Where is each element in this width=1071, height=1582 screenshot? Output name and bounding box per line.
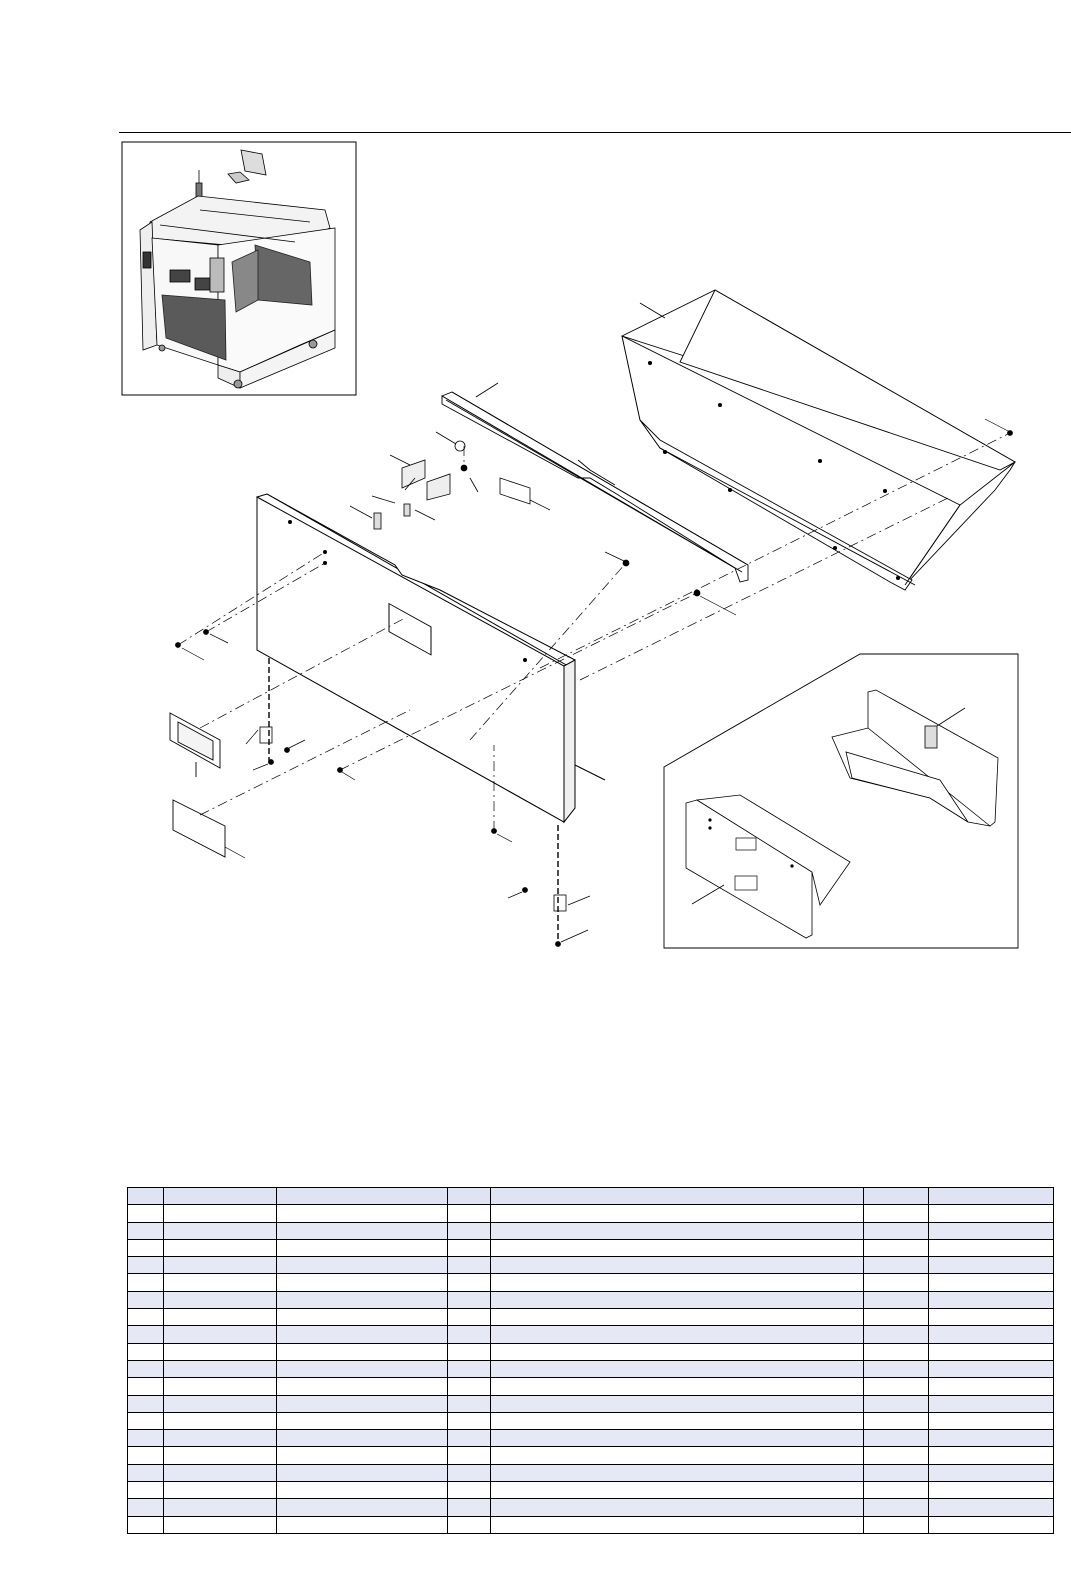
table-row — [128, 1412, 1054, 1429]
table-cell — [277, 1447, 448, 1464]
table-cell — [277, 1430, 448, 1447]
table-header-row — [128, 1188, 1054, 1205]
assembled-detail-view — [664, 654, 1018, 948]
table-cell — [128, 1257, 164, 1274]
table-cell — [929, 1482, 1054, 1499]
rear-trough-cover — [622, 290, 1015, 590]
table-cell — [277, 1309, 448, 1326]
table-cell — [448, 1274, 491, 1291]
table-cell — [448, 1430, 491, 1447]
table-cell — [929, 1464, 1054, 1481]
table-cell — [277, 1257, 448, 1274]
col-qty-header — [448, 1188, 491, 1205]
table-cell — [164, 1222, 277, 1239]
table-cell — [448, 1395, 491, 1412]
table-cell — [864, 1274, 929, 1291]
table-cell — [929, 1412, 1054, 1429]
table-cell — [448, 1239, 491, 1256]
table-cell — [448, 1343, 491, 1360]
table-cell — [491, 1326, 864, 1343]
table-cell — [277, 1343, 448, 1360]
table-cell — [448, 1309, 491, 1326]
table-cell — [448, 1205, 491, 1222]
label-plate — [173, 800, 225, 857]
table-cell — [448, 1326, 491, 1343]
table-cell — [491, 1395, 864, 1412]
table-cell — [164, 1309, 277, 1326]
table-cell — [277, 1274, 448, 1291]
table-cell — [277, 1222, 448, 1239]
table-cell — [929, 1291, 1054, 1308]
table-cell — [128, 1482, 164, 1499]
table-cell — [128, 1395, 164, 1412]
table-cell — [128, 1360, 164, 1377]
table-cell — [128, 1309, 164, 1326]
table-row — [128, 1482, 1054, 1499]
table-cell — [277, 1326, 448, 1343]
col-part-name-header — [277, 1188, 448, 1205]
table-cell — [448, 1482, 491, 1499]
table-cell — [864, 1309, 929, 1326]
table-cell — [491, 1239, 864, 1256]
table-cell — [491, 1291, 864, 1308]
table-cell — [164, 1464, 277, 1481]
table-cell — [448, 1447, 491, 1464]
table-cell — [448, 1291, 491, 1308]
table-cell — [128, 1205, 164, 1222]
table-row — [128, 1516, 1054, 1533]
table-cell — [448, 1378, 491, 1395]
table-cell — [929, 1395, 1054, 1412]
table-cell — [864, 1499, 929, 1516]
col-no-header — [128, 1188, 164, 1205]
table-row — [128, 1291, 1054, 1308]
table-cell — [448, 1222, 491, 1239]
table-cell — [864, 1447, 929, 1464]
table-cell — [128, 1274, 164, 1291]
table-cell — [448, 1516, 491, 1533]
col-unit-header — [864, 1188, 929, 1205]
table-cell — [128, 1516, 164, 1533]
table-cell — [491, 1447, 864, 1464]
table-cell — [864, 1430, 929, 1447]
table-cell — [864, 1239, 929, 1256]
col-part-number-header — [164, 1188, 277, 1205]
table-cell — [929, 1430, 1054, 1447]
col-description-header — [491, 1188, 864, 1205]
table-row — [128, 1205, 1054, 1222]
table-cell — [164, 1257, 277, 1274]
table-cell — [164, 1447, 277, 1464]
table-cell — [277, 1482, 448, 1499]
table-cell — [164, 1239, 277, 1256]
table-cell — [491, 1309, 864, 1326]
table-cell — [491, 1430, 864, 1447]
table-cell — [491, 1205, 864, 1222]
table-row — [128, 1274, 1054, 1291]
table-row — [128, 1499, 1054, 1516]
table-cell — [277, 1360, 448, 1377]
table-cell — [491, 1257, 864, 1274]
table-cell — [128, 1343, 164, 1360]
table-cell — [277, 1516, 448, 1533]
table-cell — [164, 1360, 277, 1377]
table-cell — [277, 1395, 448, 1412]
table-cell — [128, 1222, 164, 1239]
table-cell — [864, 1378, 929, 1395]
table-cell — [491, 1378, 864, 1395]
table-cell — [164, 1378, 277, 1395]
table-cell — [929, 1222, 1054, 1239]
table-cell — [128, 1447, 164, 1464]
table-cell — [491, 1274, 864, 1291]
table-cell — [491, 1482, 864, 1499]
table-cell — [164, 1291, 277, 1308]
table-cell — [929, 1447, 1054, 1464]
table-cell — [128, 1378, 164, 1395]
table-cell — [864, 1257, 929, 1274]
table-row — [128, 1343, 1054, 1360]
table-cell — [164, 1395, 277, 1412]
table-cell — [864, 1516, 929, 1533]
parts-table-body — [128, 1205, 1054, 1534]
table-cell — [929, 1239, 1054, 1256]
rail-label-plate — [500, 478, 530, 504]
table-cell — [277, 1464, 448, 1481]
table-cell — [128, 1239, 164, 1256]
table-cell — [277, 1239, 448, 1256]
table-cell — [277, 1291, 448, 1308]
table-cell — [864, 1395, 929, 1412]
table-cell — [164, 1516, 277, 1533]
table-cell — [448, 1360, 491, 1377]
table-cell — [128, 1464, 164, 1481]
table-cell — [128, 1326, 164, 1343]
table-cell — [864, 1482, 929, 1499]
table-cell — [929, 1205, 1054, 1222]
table-cell — [864, 1326, 929, 1343]
table-cell — [864, 1464, 929, 1481]
table-cell — [491, 1464, 864, 1481]
table-cell — [929, 1326, 1054, 1343]
table-row — [128, 1464, 1054, 1481]
table-row — [128, 1239, 1054, 1256]
table-row — [128, 1326, 1054, 1343]
front-cover-panel — [257, 494, 605, 822]
table-row — [128, 1378, 1054, 1395]
table-row — [128, 1360, 1054, 1377]
table-cell — [448, 1464, 491, 1481]
table-cell — [864, 1360, 929, 1377]
parts-list-table — [127, 1187, 1054, 1534]
table-cell — [164, 1482, 277, 1499]
table-cell — [929, 1343, 1054, 1360]
table-cell — [277, 1378, 448, 1395]
table-cell — [929, 1516, 1054, 1533]
table-cell — [864, 1291, 929, 1308]
table-cell — [491, 1360, 864, 1377]
table-cell — [277, 1205, 448, 1222]
table-row — [128, 1257, 1054, 1274]
table-cell — [164, 1274, 277, 1291]
table-cell — [929, 1274, 1054, 1291]
table-row — [128, 1309, 1054, 1326]
table-cell — [164, 1412, 277, 1429]
table-cell — [864, 1412, 929, 1429]
table-cell — [164, 1499, 277, 1516]
table-cell — [929, 1309, 1054, 1326]
table-cell — [864, 1343, 929, 1360]
table-row — [128, 1447, 1054, 1464]
table-cell — [277, 1499, 448, 1516]
table-cell — [491, 1222, 864, 1239]
table-cell — [448, 1412, 491, 1429]
table-cell — [164, 1326, 277, 1343]
table-cell — [929, 1360, 1054, 1377]
table-cell — [491, 1412, 864, 1429]
table-row — [128, 1430, 1054, 1447]
table-cell — [491, 1516, 864, 1533]
table-cell — [491, 1499, 864, 1516]
table-cell — [164, 1205, 277, 1222]
table-cell — [929, 1257, 1054, 1274]
table-cell — [448, 1257, 491, 1274]
table-cell — [164, 1430, 277, 1447]
table-cell — [128, 1412, 164, 1429]
table-cell — [128, 1499, 164, 1516]
table-cell — [929, 1499, 1054, 1516]
table-cell — [491, 1343, 864, 1360]
overview-thumbnail — [122, 142, 356, 395]
table-cell — [164, 1343, 277, 1360]
table-cell — [128, 1430, 164, 1447]
table-row — [128, 1395, 1054, 1412]
table-cell — [448, 1499, 491, 1516]
table-cell — [128, 1291, 164, 1308]
col-remarks-header — [929, 1188, 1054, 1205]
table-cell — [277, 1412, 448, 1429]
table-row — [128, 1222, 1054, 1239]
table-cell — [864, 1222, 929, 1239]
switch-assembly — [350, 432, 478, 529]
table-cell — [929, 1378, 1054, 1395]
table-cell — [864, 1205, 929, 1222]
front-window-frame — [170, 713, 220, 777]
